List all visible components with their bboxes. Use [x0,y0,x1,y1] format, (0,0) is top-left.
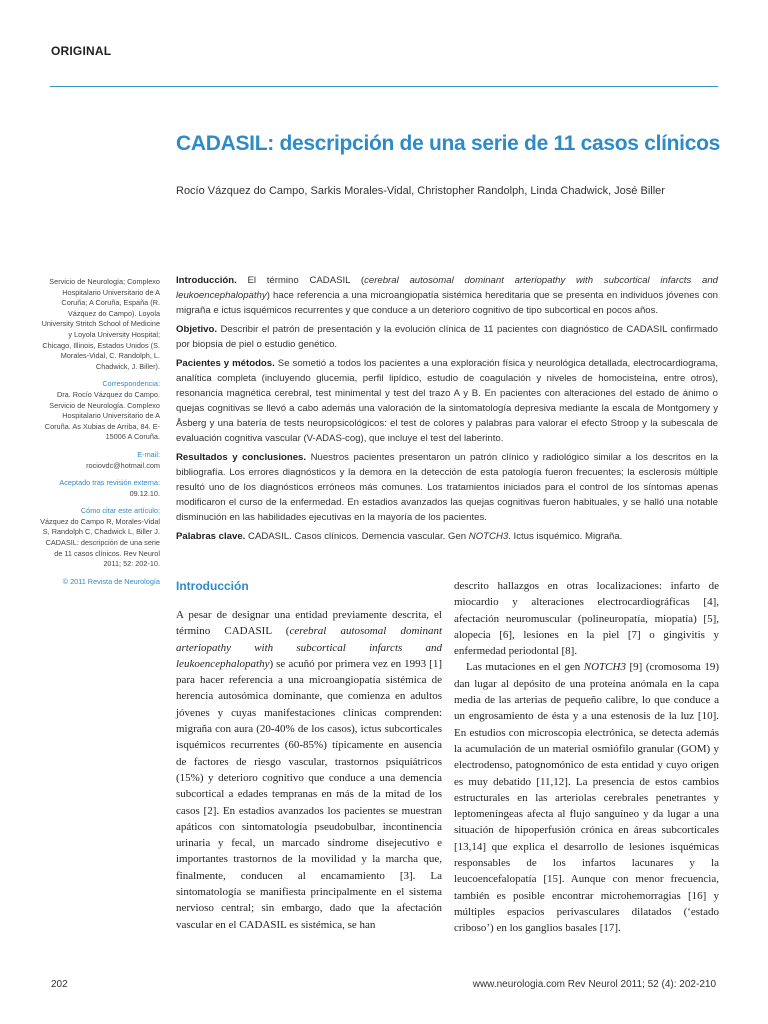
body-paragraph [454,659,719,936]
author-list: Rocío Vázquez do Campo, Sarkis Morales-Vidal, Christopher Randolph, Linda Chadwick, José Biller [176,185,665,197]
abstract-keywords-text-2: . Ictus isquémico. Migraña. [508,531,623,542]
abstract-objective [176,322,718,352]
abstract-methods-text: Se sometió a todos los pacientes a una exploración física y neurológica detallada, electrocardiograma, analítica completa (incluyendo glucemia, perfil lipídico, estudio de coagulación y niveles de homocisteína, entre otros), resonancia magnética cerebral, test minimental y test del trazo A y B. En pacientes con alteraciones del estado de ánimo o quejas cognitivas se llevó a cabo además una valoración de la sintomatología depresiva mediante la escala de Montgomery y Åsberg y una batería de tests neuropsicológicos: el test de colores y palabras para valorar el efecto Stroop y la subescala de evaluación cognitiva vascular (V-ADAS-cog), que incluye el test del laberinto. [176,358,718,444]
correspondence-block [40,379,160,443]
abstract-intro-italic: cerebral autosomal dominant arteriopathy with subcortical infarcts and leukoencephalopathy [176,275,718,301]
body-column-left [176,578,442,933]
cite-block [40,506,160,570]
abstract [176,273,718,548]
body-text: ) se acuñó por primera vez en 1993 [1] para hacer referencia a una microangiopatía sistémica de herencia autosómica dominante, que comienza en adultos jóvenes y cuyas manifestaciones clínicas comprenden: migraña con aura (20-40% de los casos), ictus subcorticales isquémicos recurrentes (60-85%) típicamente en ausencia de factores de riesgo vascular, trastornos psiquiátricos (15%) y deterioro cognitivo que conduce a una demencia subcortical a edades tempranas en más de la mitad de los casos [2]. En estadios avanzados los pacientes se muestran apáticos con sintomatología pseudobulbar, incontinencia urinaria y fecal, un marcado síndrome disejecutivo e importantes trastornos de la movilidad y la marcha que, finalmente, conducen al encamamiento [3]. La sintomatología se manifiesta principalmente en el sistema nervioso central; sin embargo, dado que la afectación vascular en el CADASIL es sistémica, se han [176,657,442,931]
cite-label: Cómo citar este artículo: [80,506,160,516]
section-label: ORIGINAL [51,44,112,58]
page-number: 202 [51,979,68,990]
body-column-right [454,578,719,937]
journal-footer: www.neurologia.com Rev Neurol 2011; 52 (4): 202-210 [472,979,716,990]
body-italic: NOTCH3 [583,661,626,674]
section-heading: Introducción [176,579,249,593]
abstract-results [176,450,718,525]
abstract-intro-label: Introducción. [176,275,237,286]
abstract-keywords [176,529,718,544]
article-title: CADASIL: descripción de una serie de 11 casos clínicos [176,132,721,155]
citation-text: Vázquez do Campo R, Morales-Vidal S, Randolph C, Chadwick L, Biller J. CADASIL: descripción de una serie de 11 casos clínicos. Rev Neurol 2011; 52: 202-10. [40,516,160,569]
body-paragraph [176,607,442,933]
email-address[interactable]: rociovdc@hotmail.com [86,460,160,470]
abstract-keywords-label: Palabras clave. [176,531,246,542]
abstract-results-label: Resultados y conclusiones. [176,452,307,463]
body-text: [9] (cromosoma 19) dan lugar al depósito de una proteína anómala en la capa media de las arterias de pequeño calibre, lo que conduce a un engrosamiento de ésta y a una estenosis de la luz [10]. En estudios con microscopia electrónica, se detecta además la acumulación de un material osmiófilo granular (GOM) y electrodenso, patognomónico de esta entidad y cuyo origen es muy debatido [11,12]. La presencia de estos cambios estructurales en las arteriolas cerebrales penetrantes y leptomeníngeas afecta al flujo sanguíneo y da lugar a una situación de hipoperfusión crónica en áreas subcorticales [13,14] que explica el desarrollo de lesiones isquémicas responsables de los infartos lacunares y la leucoencefalopatía [15]. Aunque con menor frecuencia, también es posible encontrar microhemorragias [16] y múltiples espacios perivasculares dilatados (‘estado criboso’) en los ganglios basales [17]. [454,661,719,935]
body-text: A pesar de designar una entidad previamente descrita, el término CADASIL ( [176,609,442,638]
body-paragraph: descrito hallazgos en otras localizaciones: infarto de miocardio y alteraciones electrocardiográficas [4], afectación neuromuscular (polineuropatía, miopatía) [5], alopecia [6], lesiones en la piel [7] o gingivitis y enfermedad periodontal [8]. [454,580,719,658]
correspondence-address: Dra. Rocío Vázquez do Campo. Servicio de Neurología. Complexo Hospitalario Universitario de A Coruña. As Xubias de Arriba, 84. E-15006 A Coruña. [44,389,160,442]
abstract-methods-label: Pacientes y métodos. [176,358,275,369]
email-block [40,450,160,471]
article-sidebar [40,277,160,594]
abstract-introduction [176,273,718,318]
abstract-intro-text: El término CADASIL ( [236,275,365,286]
abstract-objective-text: Describir el patrón de presentación y la evolución clínica de 11 pacientes con diagnóstico de CADASIL confirmado por biopsia de piel o estudio genético. [176,324,718,350]
accepted-label: Aceptado tras revisión externa: [59,478,160,488]
abstract-keywords-gene: NOTCH3 [468,531,509,542]
abstract-intro-text-2: ) hace referencia a una microangiopatía sistémica hereditaria que se presenta en individuos jóvenes con migraña e ictus isquémicos recurrentes y que conduce a un deterioro cognitivo de tipo subcortical en pocos años. [176,290,718,316]
accepted-block [40,478,160,499]
email-label: E-mail: [137,449,160,459]
abstract-results-text: Nuestros pacientes presentaron un patrón clínico y radiológico similar a los descritos en la bibliografía. Los errores diagnósticos y la demora en la detección de esta patología fueron frecuentes; la esclerosis múltiple resultó uno de los diagnósticos erróneos más comunes. Los tratamientos iniciados para el control de los síntomas apenas modificaron el curso de la enfermedad. En estadios avanzados las quejas cognitivas fueron habituales, y se halló una notable disminución en las habilidades ejecutivas en la mayoría de los pacientes. [176,452,718,523]
abstract-methods [176,356,718,446]
accepted-date: 09.12.10. [129,488,160,498]
correspondence-label: Correspondencia: [102,379,160,389]
body-text: Las mutaciones en el gen [466,661,584,674]
header-rule [50,86,718,87]
copyright: © 2011 Revista de Neurología [62,576,160,586]
abstract-objective-label: Objetivo. [176,324,218,335]
abstract-keywords-text: CADASIL. Casos clínicos. Demencia vascular. Gen [245,531,469,542]
affiliation: Servicio de Neurología; Complexo Hospitalario Universitario de A Coruña; A Coruña, España (R. Vázquez do Campo). Loyola University Stritch School of Medicine y Loyola University Hospital; Chicago, Illinois, Estados Unidos (S. Morales-Vidal, C. Randolph, L. Chadwick, J. Biller). [41,277,160,371]
body-italic: cerebral autosomal dominant arteriopathy with subcortical infarcts and leukoencephalopathy [176,625,443,670]
